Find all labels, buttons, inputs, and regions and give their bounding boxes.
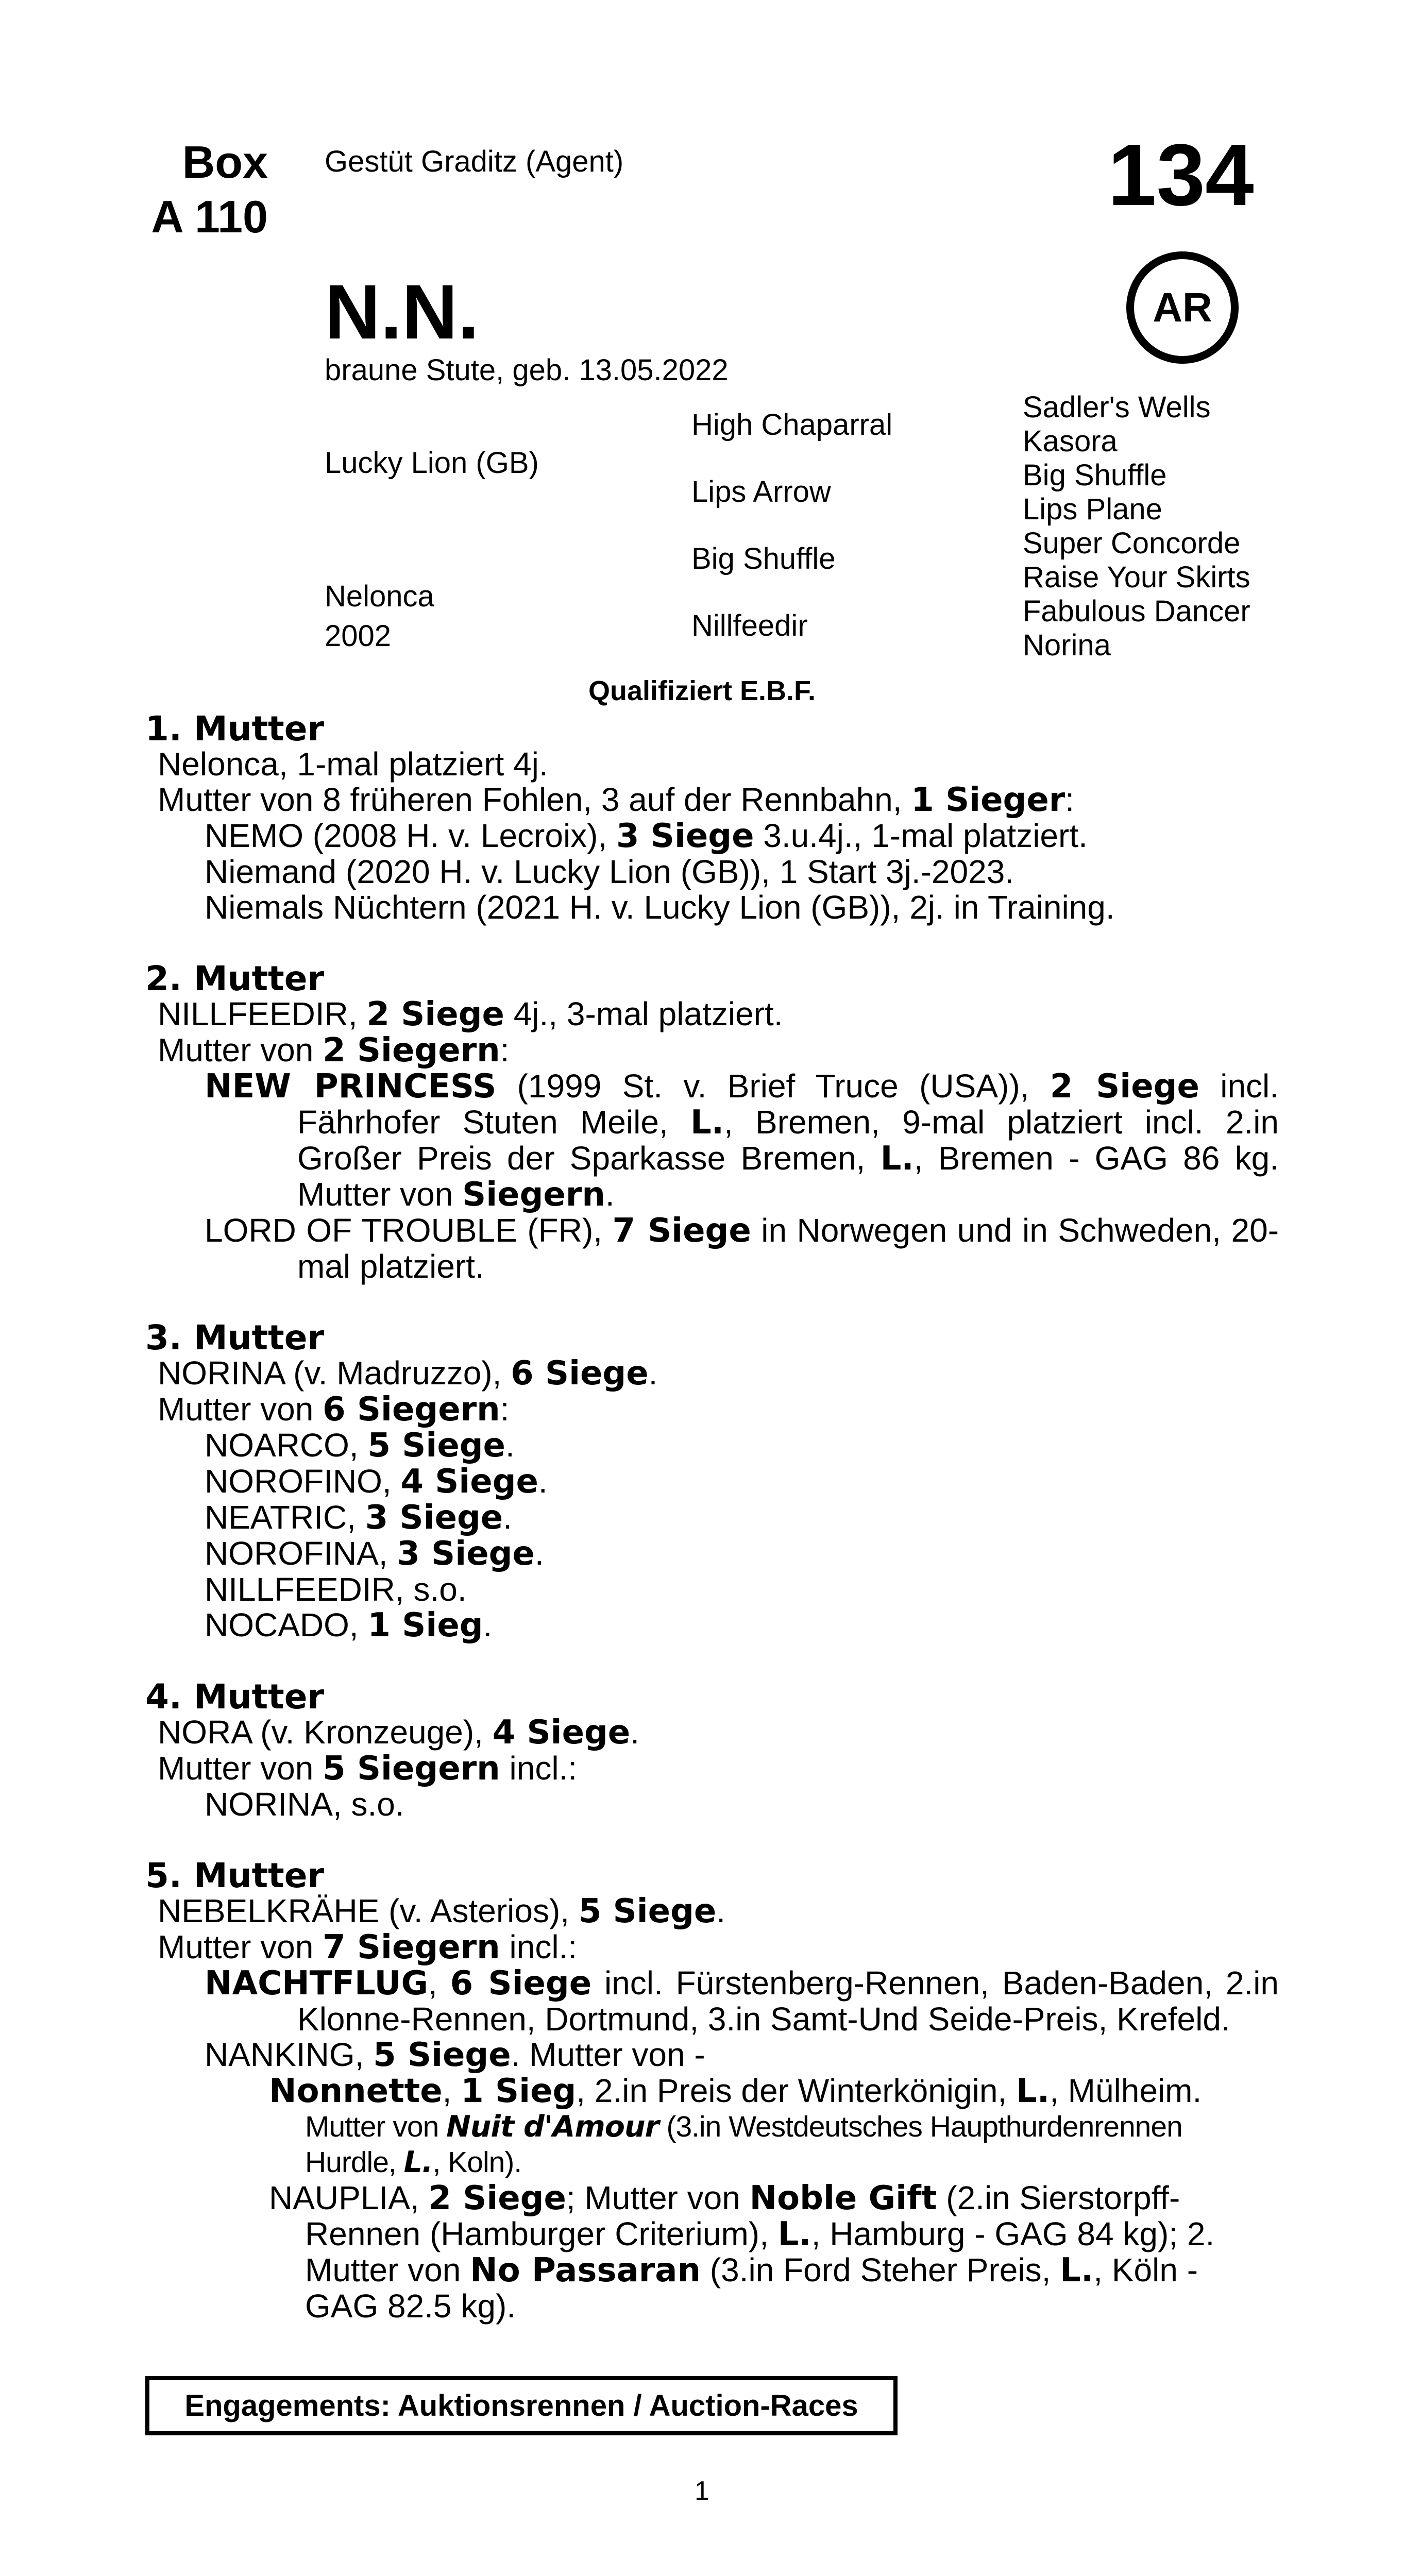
offspring-line: NEMO (2008 H. v. Lecroix), 3 Siege 3.u.4j., 1-mal platziert. <box>205 817 1088 855</box>
engagements-label: Engagements: Auktionsrennen / Auction-Races <box>184 2389 858 2422</box>
dam-line: Nelonca, 1-mal platziert 4j. <box>158 745 548 783</box>
pedigree-gen3-item: Big Shuffle <box>1023 459 1167 492</box>
grand-offspring-entry: Nonnette, 1 Sieg, 2.in Preis der Winterkönigin, L., Mülheim. <box>269 2072 1202 2110</box>
consignor: Gestüt Graditz (Agent) <box>325 145 624 178</box>
offspring-line: Niemals Nüchtern (2021 H. v. Lucky Lion (GB)), 2j. in Training. <box>205 889 1115 926</box>
box-number: A 110 <box>151 191 268 242</box>
produce-line: Mutter von 6 Siegern: <box>158 1391 510 1429</box>
produce-line: Mutter von 2 Siegern: <box>158 1031 510 1070</box>
ar-badge-label: AR <box>1153 284 1212 330</box>
pedigree-gen3 <box>1023 391 1250 663</box>
section-heading-3: 3. Mutter <box>145 1318 325 1358</box>
pedigree-gen3-item: Raise Your Skirts <box>1023 561 1250 594</box>
pedigree-sire: Lucky Lion (GB) <box>325 446 539 480</box>
horse-description: braune Stute, geb. 13.05.2022 <box>325 353 729 387</box>
pedigree-gen3-item: Super Concorde <box>1023 527 1241 560</box>
section-heading-4: 4. Mutter <box>145 1677 325 1717</box>
offspring-line: NEATRIC, 3 Siege. <box>205 1499 512 1537</box>
pedigree-dam-year: 2002 <box>325 619 392 653</box>
section-heading-5: 5. Mutter <box>145 1856 325 1895</box>
pedigree-gen3-item: Kasora <box>1023 425 1118 458</box>
qualification-note: Qualifiziert E.B.F. <box>588 675 816 706</box>
horse-name: N.N. <box>325 268 479 355</box>
family-content <box>145 711 1279 2324</box>
dam-line: NEBELKRÄHE (v. Asterios), 5 Siege. <box>158 1892 726 1930</box>
offspring-entry: NACHTFLUG, 6 Siege incl. Fürstenberg-Rennen, Baden-Baden, 2.in Klonne-Rennen, Dortmund, 3.in Samt-Und Seide-Preis, Krefeld. <box>205 1964 1279 2038</box>
pedigree-sire-sire: High Chaparral <box>691 408 893 442</box>
pedigree-dam: Nelonca <box>325 580 434 613</box>
offspring-entry: NEW PRINCESS (1999 St. v. Brief Truce (USA)), 2 Siege incl. Fährhofer Stuten Meile, L., Bremen, 9-mal platziert incl. 2.in Großer Preis der Sparkasse Bremen, L., Bremen - GAG 86 kg. Mutter von Siegern. <box>205 1067 1279 1214</box>
pedigree-dam-dam: Nillfeedir <box>691 609 808 642</box>
dam-line: NILLFEEDIR, 2 Siege 4j., 3-mal platziert. <box>158 995 783 1033</box>
offspring-line: NANKING, 5 Siege. Mutter von - <box>205 2036 705 2074</box>
dam-line: NORINA (v. Madruzzo), 6 Siege. <box>158 1354 658 1393</box>
grand-offspring-note: Mutter von Nuit d'Amour (3.in Westdeutsches Haupthurdenrennen Hurdle, L., Koln). <box>305 2110 1182 2179</box>
produce-line: Mutter von 8 früheren Fohlen, 3 auf der Rennbahn, 1 Sieger: <box>158 781 1075 819</box>
pedigree-gen3-item: Lips Plane <box>1023 493 1162 526</box>
pedigree-gen3-item: Fabulous Dancer <box>1023 595 1250 628</box>
pedigree-dam-sire: Big Shuffle <box>691 542 836 575</box>
engagements-box <box>145 2376 898 2435</box>
offspring-line: NOCADO, 1 Sieg. <box>205 1606 493 1645</box>
offspring-line: NOROFINO, 4 Siege. <box>205 1463 548 1501</box>
page-number: 1 <box>695 2476 709 2506</box>
offspring-line: NOARCO, 5 Siege. <box>205 1427 515 1465</box>
produce-line: Mutter von 7 Siegern incl.: <box>158 1928 578 1967</box>
offspring-line: NILLFEEDIR, s.o. <box>205 1571 467 1608</box>
pedigree-gen3-item: Sadler's Wells <box>1023 391 1211 424</box>
box-label: Box <box>182 137 268 188</box>
dam-line: NORA (v. Kronzeuge), 4 Siege. <box>158 1714 639 1752</box>
lot-number: 134 <box>1108 126 1254 224</box>
grand-offspring-entry: NAUPLIA, 2 Siege; Mutter von Noble Gift (2.in Sierstorpff-Rennen (Hamburger Criterium), L., Hamburg - GAG 84 kg); 2. Mutter von No Passaran (3.in Ford Steher Preis, L., Köln - GAG 82.5 kg). <box>269 2179 1215 2325</box>
ar-badge <box>1126 251 1239 364</box>
produce-line: Mutter von 5 Siegern incl.: <box>158 1750 578 1788</box>
section-heading-2: 2. Mutter <box>145 959 325 998</box>
pedigree-gen3-item: Norina <box>1023 629 1111 662</box>
pedigree-sire-dam: Lips Arrow <box>691 475 831 509</box>
offspring-line: NORINA, s.o. <box>205 1786 404 1823</box>
offspring-line: Niemand (2020 H. v. Lucky Lion (GB)), 1 Start 3j.-2023. <box>205 853 1014 890</box>
offspring-line: NOROFINA, 3 Siege. <box>205 1535 544 1573</box>
section-heading-1: 1. Mutter <box>145 709 325 749</box>
offspring-entry: LORD OF TROUBLE (FR), 7 Siege in Norwegen und in Schweden, 20-mal platziert. <box>205 1212 1279 1285</box>
